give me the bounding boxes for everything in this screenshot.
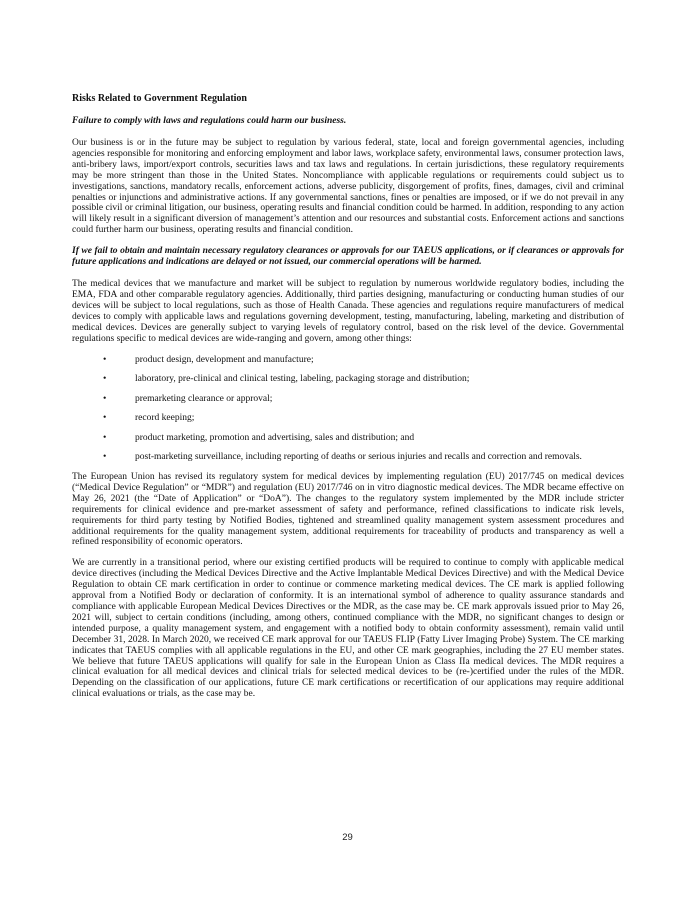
list-item [72, 433, 624, 444]
document-page [72, 93, 624, 710]
regulated-activities-list [72, 355, 624, 463]
bullet-icon: • [103, 452, 107, 463]
list-item-text: record keeping; [135, 413, 195, 424]
section-title: Risks Related to Government Regulation [72, 93, 247, 104]
list-item [72, 394, 624, 405]
list-item [72, 452, 624, 463]
risk-paragraph-compliance: Our business is or in the future may be subject to regulation by various federal, state, local and foreign governmental agencies, including agencies responsible for monitoring and enforcing employment and labor laws, workplace safety, environmental laws, consumer protection laws, anti-bribery laws, import/export controls, securities laws and tax laws and regulations. In certain jurisdictions, these regulatory requirements may be more stringent than those in the United States. Noncompliance with applicable regulations or requirements could subject us to investigations, sanctions, mandatory recalls, enforcement actions, adverse publicity, disgorgement of profits, fines, damages, civil and criminal penalties or injunctions and administrative actions. If any governmental sanctions, fines or penalties are imposed, or if we do not prevail in any possible civil or criminal litigation, our business, operating results and financial condition could be harmed. In addition, responding to any action will likely result in a significant diversion of management’s attention and our resources and substantial costs. Enforcement actions and sanctions could further harm our business, operating results and financial condition. [72, 138, 624, 236]
list-item-text: post-marketing surveillance, including reporting of deaths or serious injuries and recalls and correction and removals. [135, 452, 582, 463]
eu-mdr-paragraph: The European Union has revised its regulatory system for medical devices by implementing regulation (EU) 2017/745 on medical devices (“Medical Device Regulation” or “MDR”) and regulation (EU) 2017/746 on in vitro diagnostic medical devices. The MDR became effective on May 26, 2021 (the “Date of Application” or “DoA”). The changes to the regulatory system implemented by the MDR include stricter requirements for clinical evidence and pre-market assessment of safety and performance, refined classifications to indicate risk levels, requirements for third party testing by Notified Bodies, tightened and streamlined quality management system assessment procedures and additional requirements for the quality management system, additional requirements for traceability of products and transparency as well a refined responsibility of economic operators. [72, 472, 624, 548]
page-number: 29 [342, 832, 353, 843]
bullet-icon: • [103, 354, 107, 365]
risk-heading-compliance: Failure to comply with laws and regulations could harm our business. [72, 116, 347, 126]
list-item-text: product design, development and manufacture; [135, 354, 314, 365]
bullet-icon: • [103, 432, 107, 443]
list-item-text: laboratory, pre-clinical and clinical testing, labeling, packaging storage and distribution; [135, 374, 470, 385]
list-item [72, 355, 624, 366]
list-item [72, 413, 624, 424]
regulatory-intro-paragraph: The medical devices that we manufacture and market will be subject to regulation by numerous worldwide regulatory bodies, including the EMA, FDA and other comparable regulatory agencies. Additionally, third parties designing, manufacturing or conducting human studies of our devices will be subject to local regulations, such as those of Health Canada. These agencies and regulations require manufacturers of medical devices to comply with applicable laws and regulations governing development, testing, manufacturing, labeling, marketing and distribution of medical devices. Devices are generally subject to varying levels of regulatory control, based on the risk level of the device. Governmental regulations specific to medical devices are wide-ranging and govern, among other things: [72, 279, 624, 344]
bullet-icon: • [103, 413, 107, 424]
list-item-text: premarketing clearance or approval; [135, 393, 273, 404]
bullet-icon: • [103, 374, 107, 385]
transition-period-paragraph: We are currently in a transitional period, where our existing certified products will be required to continue to comply with applicable medical device directives (including the Medical Devices Directive and the Active Implantable Medical Devices Directive) and with the Medical Device Regulation to obtain CE mark certification in order to continue or commence marketing medical devices. The CE mark is applied following approval from a Notified Body or declaration of conformity. It is an international symbol of adherence to quality assurance standards and compliance with applicable European Medical Devices Directives or the MDR, as the case may be. CE mark approvals issued prior to May 26, 2021 will, subject to certain conditions (including, among others, continued compliance with the MDR, no significant changes to design or intended purpose, a quality management system, and engagement with a notified body to obtain conformity assessment), remain valid until December 31, 2028. In March 2020, we received CE mark approval for our TAEUS FLIP (Fatty Liver Imaging Probe) System. The CE marking indicates that TAEUS complies with all applicable regulations in the EU, and other CE mark geographies, including the 27 EU member states. We believe that future TAEUS applications will qualify for sale in the European Union as Class IIa medical devices. The MDR requires a clinical evaluation for all medical devices and clinical trials for selected medical devices to be (re-)certified under the rules of the MDR. Depending on the classification of our applications, future CE mark certifications or recertification of our applications may require additional clinical evaluations or trials, as the case may be. [72, 558, 624, 700]
bullet-icon: • [103, 393, 107, 404]
list-item [72, 374, 624, 385]
list-item-text: product marketing, promotion and advertising, sales and distribution; and [135, 432, 415, 443]
risk-heading-regulatory-clearances: If we fail to obtain and maintain necessary regulatory clearances or approvals for our TAEUS applications, or if clearances or approvals for future applications and indications are delayed or not issued, our commercial operations will be harmed. [72, 246, 624, 268]
